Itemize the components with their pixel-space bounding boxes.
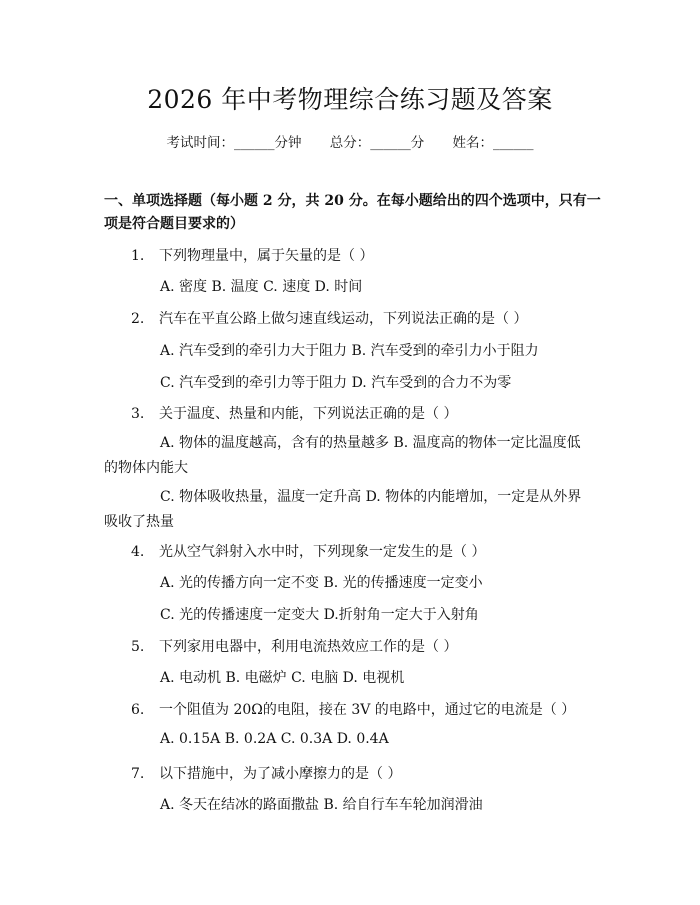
question-3 (131, 403, 457, 423)
question-7 (131, 763, 401, 783)
question-2-options-ab: A. 汽车受到的牵引力大于阻力 B. 汽车受到的牵引力小于阻力 (160, 343, 539, 359)
exam-score: 总分：______分 (329, 135, 425, 151)
question-text: 下列物理量中，属于矢量的是（ ） (159, 248, 374, 264)
question-2 (131, 308, 527, 328)
student-name: 姓名：______ (452, 135, 534, 151)
question-4-options-ab: A. 光的传播方向一定不变 B. 光的传播速度一定变小 (160, 575, 483, 591)
question-number: 1. (131, 248, 145, 264)
question-text: 以下措施中，为了减小摩擦力的是（ ） (159, 766, 402, 782)
question-2-options-cd: C. 汽车受到的牵引力等于阻力 D. 汽车受到的合力不为零 (160, 375, 512, 391)
exam-time: 考试时间：______分钟 (166, 135, 302, 151)
question-7-options: A. 冬天在结冰的路面撒盐 B. 给自行车车轮加润滑油 (160, 797, 483, 813)
question-number: 5. (131, 639, 145, 655)
question-text: 关于温度、热量和内能，下列说法正确的是（ ） (159, 406, 458, 422)
page-title: 2026 年中考物理综合练习题及答案 (147, 85, 553, 114)
question-5-options: A. 电动机 B. 电磁炉 C. 电脑 D. 电视机 (160, 670, 405, 686)
question-text: 一个阻值为 20Ω的电阻，接在 3V 的电路中，通过它的电流是（ ） (159, 702, 576, 718)
question-number: 3. (131, 406, 145, 422)
question-3-options-cd: C. 物体吸收热量，温度一定升高 D. 物体的内能增加，一定是从外界吸收了热量 (104, 489, 582, 530)
question-number: 2. (131, 311, 145, 327)
question-number: 7. (131, 766, 145, 782)
question-text: 汽车在平直公路上做匀速直线运动，下列说法正确的是（ ） (159, 311, 528, 327)
question-5 (131, 636, 457, 656)
question-number: 6. (131, 702, 145, 718)
question-number: 4. (131, 544, 145, 560)
exam-meta (0, 131, 700, 151)
question-6-options: A. 0.15A B. 0.2A C. 0.3A D. 0.4A (160, 731, 389, 747)
question-text: 下列家用电器中，利用电流热效应工作的是（ ） (159, 639, 458, 655)
question-3-options-ab: A. 物体的温度越高，含有的热量越多 B. 温度高的物体一定比温度低的物体内能大 (104, 435, 581, 476)
question-4 (131, 541, 485, 561)
section-heading: 一、单项选择题（每小题 2 分，共 20 分。在每小题给出的四个选项中，只有一项是符合题目要求的） (104, 193, 601, 232)
question-1-options: A. 密度 B. 温度 C. 速度 D. 时间 (160, 279, 363, 295)
question-1 (131, 245, 373, 265)
question-4-options-cd: C. 光的传播速度一定变大 D.折射角一定大于入射角 (160, 607, 479, 623)
question-text: 光从空气斜射入水中时，下列现象一定发生的是（ ） (159, 544, 486, 560)
question-6 (131, 699, 575, 719)
